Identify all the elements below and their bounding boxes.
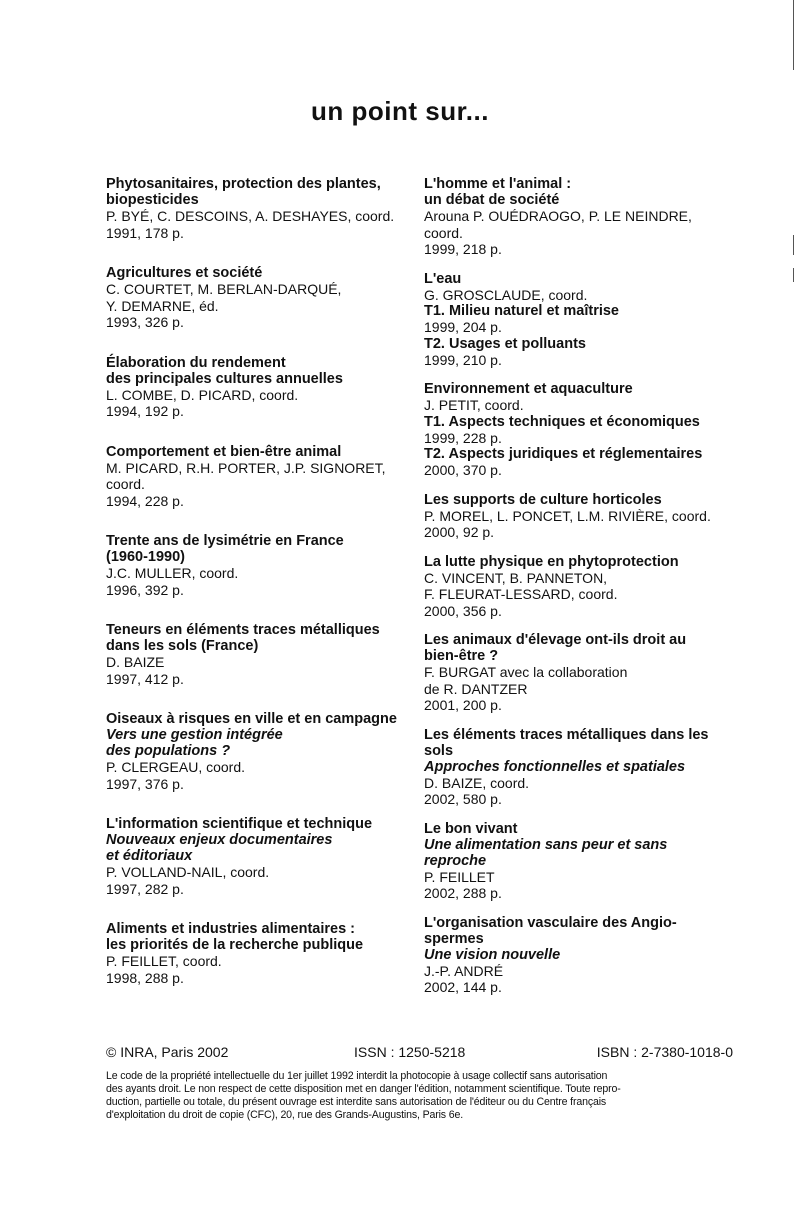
entry-credits: J.-P. ANDRÉ: [424, 962, 504, 979]
entry-credits: P. BYÉ, C. DESCOINS, A. DESHAYES, coord.: [106, 208, 395, 224]
entry-credits: L. COMBE, D. PICARD, coord.: [106, 386, 299, 403]
volume-publication: 2000, 370 p.: [424, 462, 502, 478]
volume-publication: 1999, 210 p.: [424, 351, 502, 368]
entry-publication: 1994, 228 p.: [106, 492, 184, 509]
entry-title: sols: [424, 742, 454, 759]
entry-subtitle: et éditoriaux: [106, 848, 193, 864]
catalogue-entry: [424, 915, 724, 996]
entry-publication: 1997, 412 p.: [106, 670, 184, 687]
entry-credits: C. COURTET, M. BERLAN-DARQUÉ,: [106, 281, 342, 297]
entry-credits: C. VINCENT, B. PANNETON,: [424, 569, 608, 586]
entry-credits: J. PETIT, coord.: [424, 397, 524, 413]
legal-line: Le code de la propriété intellectuelle du 1er juillet 1992 interdit la photocopie à usage collectif sans autorisation: [106, 1070, 608, 1082]
footer-identifiers: [106, 1044, 733, 1062]
catalogue-entry: [424, 381, 724, 479]
entry-publication: 1997, 282 p.: [106, 880, 184, 897]
right-column: [424, 176, 724, 996]
catalogue-entry: [106, 711, 411, 792]
entry-publication: 2002, 580 p.: [424, 791, 502, 807]
entry-credits: P. FEILLET, coord.: [106, 953, 222, 969]
entry-publication: 1993, 326 p.: [106, 314, 184, 330]
entry-publication: 2001, 200 p.: [424, 697, 502, 713]
entry-title: dans les sols (France): [106, 638, 259, 654]
entry-title: un débat de société: [424, 192, 560, 208]
entry-title: Teneurs en éléments traces métalliques: [106, 622, 380, 638]
entry-title: Trente ans de lysimétrie en France: [106, 533, 344, 549]
entry-credits: P. FEILLET: [424, 868, 495, 885]
legal-line: des ayants droit. Le non respect de cette disposition met en danger l'édition, notamment scientifique. Toute repro-: [106, 1083, 621, 1095]
entry-subtitle: Vers une gestion intégrée: [106, 727, 283, 743]
entry-title: Les animaux d'élevage ont-ils droit au: [424, 632, 687, 648]
entry-title: Les éléments traces métalliques dans les: [424, 726, 709, 743]
volume-title: T2. Aspects juridiques et réglementaires: [424, 446, 703, 462]
entry-title: Les supports de culture horticoles: [424, 491, 662, 508]
entry-publication: 2002, 288 p.: [424, 885, 502, 901]
catalogue-entry: [106, 355, 411, 420]
entry-title: Aliments et industries alimentaires :: [106, 921, 355, 937]
entry-title: Le bon vivant: [424, 820, 518, 837]
volume-title: T2. Usages et polluants: [424, 335, 586, 352]
entry-publication: 1994, 192 p.: [106, 403, 184, 419]
entry-title: La lutte physique en phytoprotection: [424, 553, 679, 570]
entry-credits: J.C. MULLER, coord.: [106, 565, 239, 581]
entry-title: bien-être ?: [424, 648, 499, 664]
entry-title: spermes: [424, 930, 484, 947]
catalogue-entry: [106, 533, 411, 598]
entry-credits: F. BURGAT avec la collaboration: [424, 664, 628, 680]
catalogue-entry: [106, 444, 411, 510]
catalogue-entry: [106, 176, 411, 241]
entry-title: (1960-1990): [106, 549, 185, 565]
catalogue-entry: [106, 622, 411, 687]
volume-title: T1. Aspects techniques et économiques: [424, 413, 700, 430]
entry-publication: 1998, 288 p.: [106, 969, 184, 986]
entry-title: biopesticides: [106, 192, 199, 208]
entry-title: L'information scientifique et technique: [106, 816, 373, 832]
left-column: [106, 176, 411, 986]
issn-number: ISSN : 1250-5218: [354, 1044, 466, 1060]
entry-publication: 2002, 144 p.: [424, 979, 502, 995]
page-title: un point sur...: [311, 96, 489, 126]
entry-credits: coord.: [106, 476, 145, 492]
legal-notice: [106, 1070, 734, 1122]
catalogue-entry: [106, 921, 411, 986]
catalogue-entry: [424, 492, 724, 541]
entry-publication: 2000, 92 p.: [424, 524, 495, 540]
entry-title: Agricultures et société: [106, 265, 263, 281]
entry-subtitle: des populations ?: [106, 743, 231, 759]
entry-publication: 1991, 178 p.: [106, 224, 184, 241]
entry-subtitle: Une vision nouvelle: [424, 946, 561, 963]
entry-credits: P. CLERGEAU, coord.: [106, 759, 246, 775]
entry-publication: 1996, 392 p.: [106, 581, 184, 598]
entry-title: Élaboration du rendement: [106, 354, 286, 371]
volume-title: T1. Milieu naturel et maîtrise: [424, 303, 619, 319]
catalogue-entry: [424, 176, 724, 258]
entry-subtitle: Approches fonctionnelles et spatiales: [424, 758, 686, 775]
entry-title: L'eau: [424, 270, 462, 287]
catalogue-entry: [106, 265, 411, 331]
entry-publication: 1999, 218 p.: [424, 241, 502, 257]
entry-credits: P. MOREL, L. PONCET, L.M. RIVIÈRE, coord.: [424, 507, 711, 524]
entry-title: L'homme et l'animal :: [424, 176, 572, 192]
entry-credits: Arouna P. OUÉDRAOGO, P. LE NEINDRE,: [424, 208, 692, 224]
entry-title: Oiseaux à risques en ville et en campagne: [106, 711, 397, 727]
entry-subtitle: Nouveaux enjeux documentaires: [106, 832, 333, 848]
entry-credits: M. PICARD, R.H. PORTER, J.P. SIGNORET,: [106, 459, 386, 476]
entry-title: des principales cultures annuelles: [106, 370, 343, 387]
scan-edge-line: [793, 235, 794, 255]
entry-credits: F. FLEURAT-LESSARD, coord.: [424, 586, 618, 602]
volume-publication: 1999, 204 p.: [424, 319, 502, 335]
catalogue-entry: [106, 816, 411, 897]
entry-credits: D. BAIZE: [106, 654, 165, 670]
catalogue-entry: [424, 727, 724, 808]
volume-publication: 1999, 228 p.: [424, 429, 502, 446]
entry-title: les priorités de la recherche publique: [106, 937, 364, 953]
entry-subtitle: reproche: [424, 852, 487, 869]
catalogue-entry: [424, 632, 724, 714]
entry-publication: 1997, 376 p.: [106, 775, 184, 792]
entry-title: Environnement et aquaculture: [424, 381, 633, 397]
entry-title: Phytosanitaires, protection des plantes,: [106, 176, 381, 192]
entry-subtitle: Une alimentation sans peur et sans: [424, 836, 668, 853]
legal-line: d'exploitation du droit de copie (CFC), 20, rue des Grands-Augustins, Paris 6e.: [106, 1109, 464, 1121]
copyright-notice: © INRA, Paris 2002: [106, 1044, 229, 1060]
entry-credits: P. VOLLAND-NAIL, coord.: [106, 864, 270, 880]
catalogue-entry: [424, 271, 724, 369]
isbn-number: ISBN : 2-7380-1018-0: [596, 1044, 733, 1060]
catalogue-entry: [424, 554, 724, 620]
entry-credits: D. BAIZE, coord.: [424, 774, 530, 791]
catalogue-entry: [424, 821, 724, 902]
scan-edge-line: [793, 268, 794, 282]
entry-title: Comportement et bien-être animal: [106, 443, 342, 460]
scan-edge-line: [793, 0, 794, 70]
entry-credits: G. GROSCLAUDE, coord.: [424, 286, 588, 303]
entry-title: L'organisation vasculaire des Angio-: [424, 914, 677, 931]
entry-publication: 2000, 356 p.: [424, 602, 502, 619]
entry-credits: coord.: [424, 224, 463, 241]
entry-credits: Y. DEMARNE, éd.: [106, 297, 219, 314]
entry-credits: de R. DANTZER: [424, 680, 528, 697]
legal-line: duction, partielle ou totale, du présent ouvrage est interdite sans autorisation de l'éditeur ou du Centre français: [106, 1096, 607, 1108]
